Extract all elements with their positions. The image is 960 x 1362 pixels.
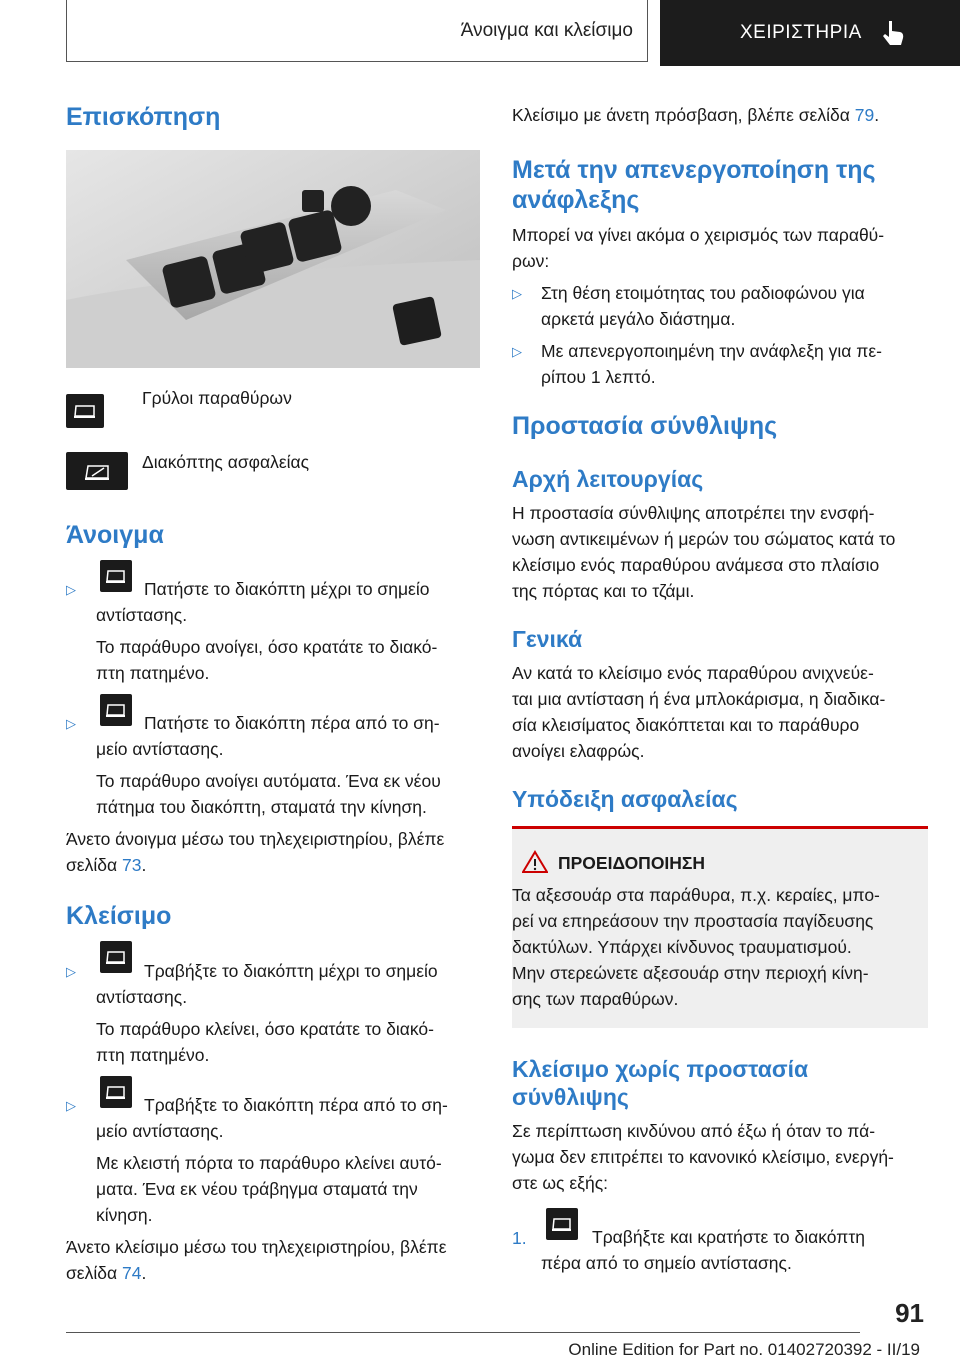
page-number: 91 xyxy=(895,1298,924,1328)
open-step-2-result-2: πάτημα του διακόπτη, σταματά την κίνηση. xyxy=(96,797,427,817)
open-step-1-result-2: πτη πατημένο. xyxy=(96,663,210,683)
open-step-2: Πατήστε το διακόπτη πέρα από το ση- xyxy=(144,713,440,733)
warning-triangle-icon xyxy=(522,850,548,874)
no-protection-text-2: γωμα δεν επιτρέπει το κανονικό κλείσιμο, ενεργή- xyxy=(512,1147,894,1167)
after-bullet-2a: Με απενεργοποιημένη την ανάφλεξη για πε- xyxy=(541,341,882,361)
no-protection-text-3: στε ως εξής: xyxy=(512,1173,609,1193)
close-step-2: Τραβήξτε το διακόπτη πέρα από το ση- xyxy=(144,1095,448,1115)
footer-edition: Online Edition for Part no. 01402720392 - II/19 xyxy=(568,1340,920,1359)
hand-pointer-icon xyxy=(878,18,908,48)
close-remote-2: σελίδα 74. xyxy=(66,1263,147,1283)
safety-switch-icon xyxy=(66,452,128,490)
window-switch-icon xyxy=(100,694,132,726)
pinch-protection-heading: Προστασία σύνθλιψης xyxy=(512,412,778,440)
triangle-bullet-icon: ▷ xyxy=(66,1098,76,1113)
warning-text-1: Τα αξεσουάρ στα παράθυρα, π.χ. κεραίες, μπο- xyxy=(512,885,880,905)
principle-text-3: κλείσιμο ενός παραθύρου ανάμεσα στο πλαίσιο xyxy=(512,555,880,575)
step-1-text-a: Τραβήξτε και κρατήστε το διακόπτη xyxy=(592,1227,865,1247)
legend-safety-switch: Διακόπτης ασφαλείας xyxy=(142,452,310,472)
after-ignition-heading-1: Μετά την απενεργοποίηση της xyxy=(512,156,876,184)
open-step-2-result-1: Το παράθυρο ανοίγει αυτόματα. Ένα εκ νέου xyxy=(96,771,441,791)
triangle-bullet-icon: ▷ xyxy=(66,582,76,597)
close-step-1-cont: αντίστασης. xyxy=(96,987,188,1007)
close-step-2-cont: μείο αντίστασης. xyxy=(96,1121,224,1141)
after-ignition-text-2: ρων: xyxy=(512,251,550,271)
door-switch-photo xyxy=(66,150,480,368)
open-step-1: Πατήστε το διακόπτη μέχρι το σημείο xyxy=(144,579,430,599)
after-bullet-1b: αρκετά μεγάλο διάστημα. xyxy=(541,309,736,329)
footer-rule xyxy=(66,1332,860,1333)
warning-text-3: δακτύλων. Υπάρχει κίνδυνος τραυματισμού. xyxy=(512,937,852,957)
triangle-bullet-icon: ▷ xyxy=(512,286,522,301)
close-step-2-result-3: κίνηση. xyxy=(96,1205,153,1225)
triangle-bullet-icon: ▷ xyxy=(512,344,522,359)
warning-label: ΠΡΟΕΙΔΟΠΟΙΗΣΗ xyxy=(558,853,706,873)
step-number: 1. xyxy=(512,1228,527,1248)
principle-text-4: της πόρτας και το τζάμι. xyxy=(512,581,695,601)
window-switch-icon xyxy=(100,1076,132,1108)
warning-text-4: Μην στερεώνετε αξεσουάρ στην περιοχή κίνη- xyxy=(512,963,869,983)
open-step-1-result-1: Το παράθυρο ανοίγει, όσο κρατάτε το διακό- xyxy=(96,637,438,657)
window-switch-icon xyxy=(546,1208,578,1240)
overview-heading: Επισκόπηση xyxy=(66,103,221,131)
comfort-close-ref: Κλείσιμο με άνετη πρόσβαση, βλέπε σελίδα 79. xyxy=(512,105,880,125)
triangle-bullet-icon: ▷ xyxy=(66,964,76,979)
triangle-bullet-icon: ▷ xyxy=(66,716,76,731)
close-step-1: Τραβήξτε το διακόπτη μέχρι το σημείο xyxy=(144,961,438,981)
general-text-3: σία κλεισίματος διακόπτεται και το παράθυρο xyxy=(512,715,860,735)
window-switch-icon xyxy=(100,560,132,592)
open-step-1-cont: αντίστασης. xyxy=(96,605,188,625)
open-heading: Άνοιγμα xyxy=(66,521,164,549)
close-heading: Κλείσιμο xyxy=(66,902,172,930)
running-header xyxy=(66,0,648,62)
open-remote-2: σελίδα 73. xyxy=(66,855,147,875)
window-switch-icon xyxy=(100,941,132,973)
page-link[interactable]: 79 xyxy=(854,105,875,125)
general-heading: Γενικά xyxy=(512,626,583,652)
chapter-tab xyxy=(660,0,960,66)
open-remote-1: Άνετο άνοιγμα μέσω του τηλεχειριστηρίου, βλέπε xyxy=(66,829,445,849)
no-protection-text-1: Σε περίπτωση κινδύνου από έξω ή όταν το πά- xyxy=(512,1121,876,1141)
safety-note-heading: Υπόδειξη ασφαλείας xyxy=(512,786,738,812)
close-step-2-result-2: ματα. Ένα εκ νέου τράβηγμα σταματά την xyxy=(96,1179,418,1199)
page-link[interactable]: 74 xyxy=(121,1263,142,1283)
close-remote-1: Άνετο κλείσιμο μέσω του τηλεχειριστηρίου, βλέπε xyxy=(66,1237,447,1257)
step-1-text-b: πέρα από το σημείο αντίστασης. xyxy=(541,1253,792,1273)
close-step-2-result-1: Με κλειστή πόρτα το παράθυρο κλείνει αυτό- xyxy=(96,1153,442,1173)
after-ignition-text-1: Μπορεί να γίνει ακόμα ο χειρισμός των παραθύ- xyxy=(512,225,885,245)
open-step-2-cont: μείο αντίστασης. xyxy=(96,739,224,759)
warning-text-2: ρεί να επηρεάσουν την προστασία παγίδευσης xyxy=(512,911,874,931)
principle-text-1: Η προστασία σύνθλιψης αποτρέπει την ενσφή- xyxy=(512,503,875,523)
page-link[interactable]: 73 xyxy=(121,855,142,875)
principle-text-2: νωση αντικειμένων ή μερών του σώματος κατά το xyxy=(512,529,896,549)
principle-heading: Αρχή λειτουργίας xyxy=(512,466,704,492)
warning-text-5: σης των παραθύρων. xyxy=(512,989,679,1009)
no-protection-heading-1: Κλείσιμο χωρίς προστασία xyxy=(512,1056,809,1082)
general-text-1: Αν κατά το κλείσιμο ενός παραθύρου ανιχνεύε- xyxy=(512,663,874,683)
no-protection-heading-2: σύνθλιψης xyxy=(512,1084,629,1110)
close-step-1-result-2: πτη πατημένο. xyxy=(96,1045,210,1065)
section-title: Άνοιγμα και κλείσιμο xyxy=(460,19,633,41)
legend-window-switches: Γρύλοι παραθύρων xyxy=(142,388,292,408)
after-ignition-heading-2: ανάφλεξης xyxy=(512,186,640,214)
after-bullet-2b: ρίπου 1 λεπτό. xyxy=(541,367,656,387)
close-step-1-result-1: Το παράθυρο κλείνει, όσο κρατάτε το διακό- xyxy=(96,1019,434,1039)
general-text-2: ται μια αντίσταση ή ένα μπλοκάρισμα, η διαδικα- xyxy=(512,689,886,709)
chapter-title: ΧΕΙΡΙΣΤΗΡΙΑ xyxy=(740,22,862,43)
general-text-4: ανοίγει ελαφρώς. xyxy=(512,741,645,761)
window-switch-icon xyxy=(66,394,104,428)
after-bullet-1a: Στη θέση ετοιμότητας του ραδιοφώνου για xyxy=(541,283,865,303)
